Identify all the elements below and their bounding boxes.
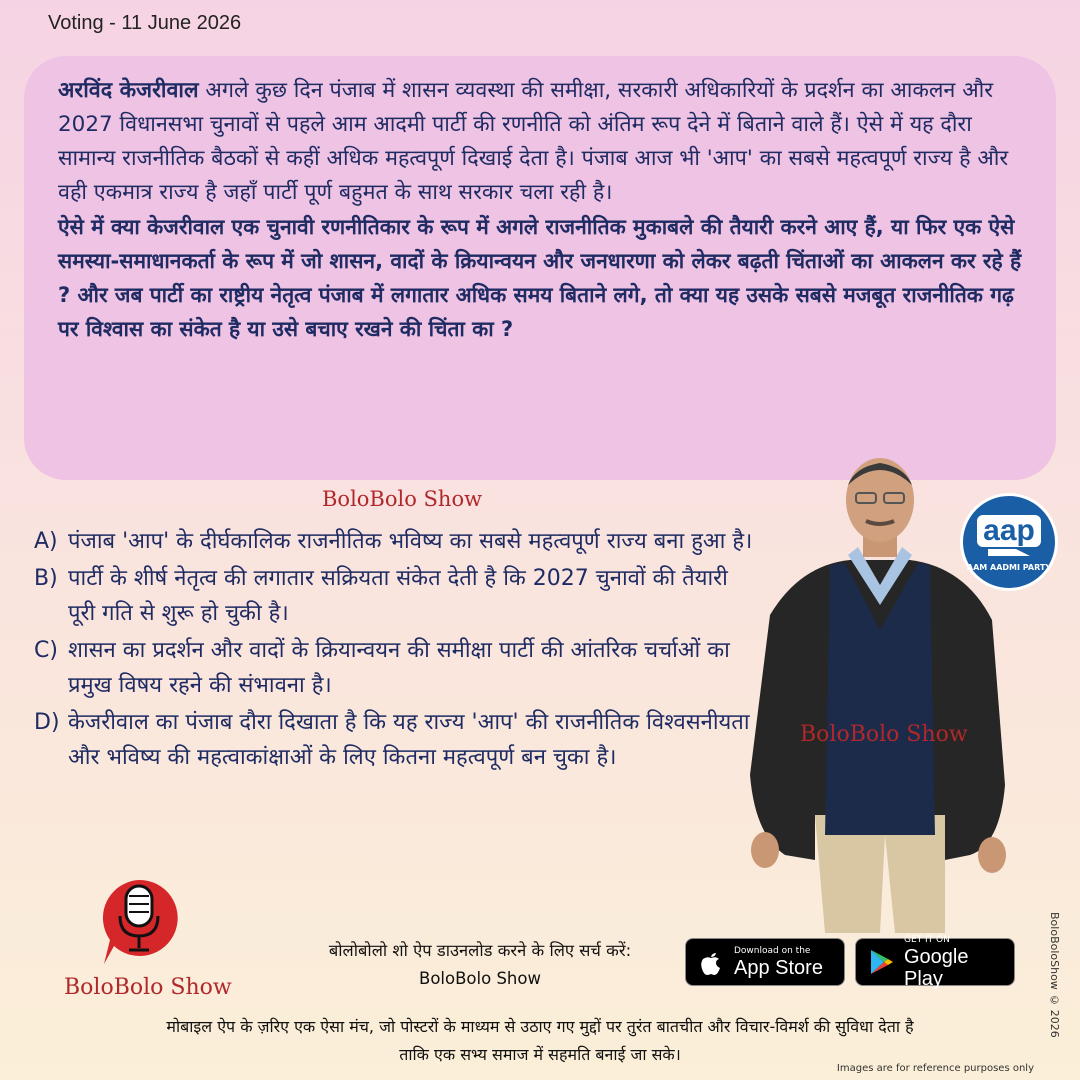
download-instruction: बोलोबोलो शो ऐप डाउनलोड करने के लिए सर्च करें: (328, 941, 632, 960)
app-store-button[interactable] (685, 938, 845, 986)
aap-party-logo (960, 493, 1058, 591)
app-store-small: Download on the (734, 945, 811, 956)
app-store-label: App Store (734, 956, 823, 979)
intro-card (24, 56, 1056, 480)
option-d[interactable] (34, 705, 754, 775)
option-text: पंजाब 'आप' के दीर्घकालिक राजनीतिक भविष्य का सबसे महत्वपूर्ण राज्य बना हुआ है। (68, 529, 753, 554)
copyright: BoloBoloShow © 2026 (1048, 912, 1061, 1038)
logo-subtext: AAM AADMI PARTY (966, 563, 1052, 572)
option-text: शासन का प्रदर्शन और वादों के क्रियान्वयन की समीक्षा पार्टी की आंतरिक चर्चाओं का प्रमुख विषय रहने की संभावना है। (68, 638, 730, 698)
apple-icon (696, 947, 726, 977)
option-c[interactable] (34, 633, 754, 703)
download-app-name: BoloBolo Show (419, 969, 541, 988)
google-play-small: GET IT ON (904, 934, 950, 945)
microphone-chat-icon (96, 872, 182, 968)
poll-question: ऐसे में क्या केजरीवाल एक चुनावी रणनीतिकार के रूप में अगले राजनीतिक मुकाबले की तैयारी करने आए हैं, या फिर एक ऐसे समस्या-समाधानकर्ता के रूप में जो शासन, वादों के क्रियान्वयन और जनधारणा को लेकर बढ़ती चिंताओं का आकलन कर रहे हैं ? और जब पार्टी का राष्ट्रीय नेतृत्व पंजाब में लगातार अधिक समय बिताने लगे, तो क्या यह उसके सबसे मजबूत राजनीतिक गढ़ पर विश्वास का संकेत है या उसे बचाए रखने की चिंता का ? (58, 215, 1022, 341)
option-letter: C) (34, 638, 58, 663)
google-play-button[interactable] (855, 934, 1015, 990)
intro-paragraph: अगले कुछ दिन पंजाब में शासन व्यवस्था की समीक्षा, सरकारी अधिकारियों के प्रदर्शन का आकलन और 2027 विधानसभा चुनावों से पहले आम आदमी पार्टी की रणनीति को अंतिम रूप देने में बिताने वाले हैं। ऐसे में यह दौरा सामान्य राजनीतिक बैठकों से कहीं अधिक महत्वपूर्ण दिखाई देता है। पंजाब आज भी 'आप' का सबसे महत्वपूर्ण राज्य है और वही एकमात्र राज्य है जहाँ पार्टी पूर्ण बहुमत के साथ सरकार चला रही है। (58, 78, 1009, 205)
date-label: Voting - 11 June 2026 (48, 12, 242, 34)
option-letter: D) (34, 710, 60, 735)
option-a[interactable] (34, 524, 754, 559)
broom-icon (986, 547, 1032, 557)
download-note (290, 937, 670, 993)
option-b[interactable] (34, 561, 754, 631)
option-letter: B) (34, 566, 58, 591)
brand-watermark: BoloBolo Show (322, 487, 483, 511)
bolobolo-brand-label: BoloBolo Show (64, 975, 232, 1000)
photo-watermark: BoloBolo Show (800, 722, 968, 747)
disclaimer: Images are for reference purposes only (836, 1063, 1034, 1074)
option-letter: A) (34, 529, 58, 554)
google-play-icon (866, 947, 896, 977)
footer-text (20, 1013, 1060, 1069)
option-text: पार्टी के शीर्ष नेतृत्व की लगातार सक्रियता संकेत देती है कि 2027 चुनावों की तैयारी पूरी गति से शुरू हो चुकी है। (68, 566, 728, 626)
leader-name: अरविंद केजरीवाल (58, 78, 199, 103)
option-text: केजरीवाल का पंजाब दौरा दिखाता है कि यह राज्य 'आप' की राजनीतिक विश्वसनीयता और भविष्य की महत्वाकांक्षाओं के लिए कितना महत्वपूर्ण बन चुका है। (68, 710, 750, 770)
logo-text: aap (977, 515, 1041, 547)
footer-line-2: ताकि एक सभ्य समाज में सहमति बनाई जा सके। (399, 1045, 681, 1064)
google-play-label: Google Play (904, 945, 969, 990)
poll-options (34, 524, 754, 777)
footer-line-1: मोबाइल ऐप के ज़रिए एक ऐसा मंच, जो पोस्टरों के माध्यम से उठाए गए मुद्दों पर तुरंत बातचीत और विचार-विमर्श की सुविधा देता है (166, 1017, 914, 1036)
